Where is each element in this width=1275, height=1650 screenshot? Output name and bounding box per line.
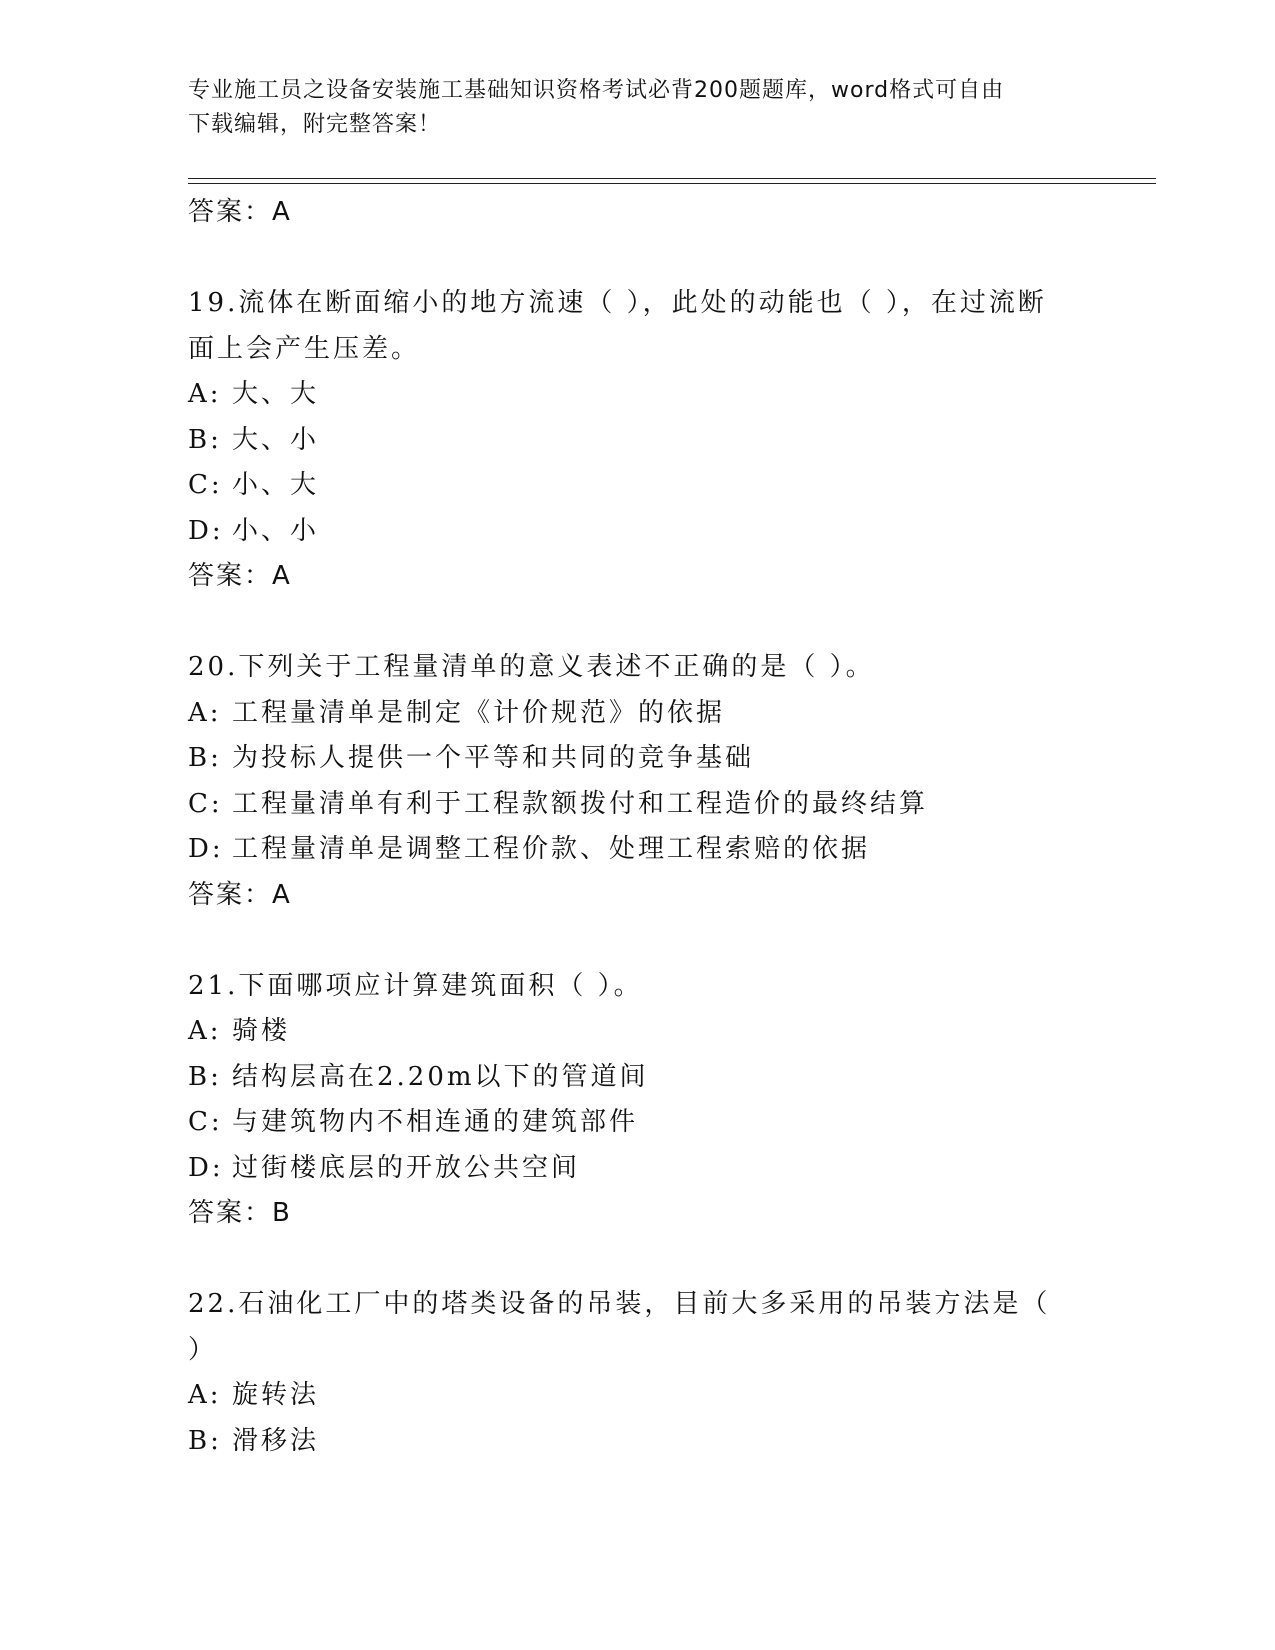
option-key: B: (188, 424, 222, 455)
option-text: 骑楼 (232, 1016, 291, 1046)
option-key: D: (188, 834, 224, 864)
answer: 答案：B (188, 1198, 292, 1228)
answer: 答案：A (188, 561, 292, 591)
question-21 (188, 964, 1088, 1237)
option-c (188, 1100, 1088, 1146)
option-text: 旋转法 (232, 1380, 320, 1410)
option-b (188, 1055, 1088, 1101)
option-key: C: (188, 788, 223, 819)
option-d (188, 1146, 1088, 1192)
option-key: A: (188, 1380, 222, 1410)
header-line-2: 下载编辑，附完整答案！ (188, 112, 442, 137)
spacer (188, 1237, 1088, 1283)
question-22 (188, 1282, 1088, 1464)
option-text: 大、小 (232, 424, 320, 455)
option-text: 大、大 (232, 379, 320, 409)
option-text: 小、小 (232, 515, 320, 546)
option-key: A: (188, 697, 222, 728)
option-c (188, 463, 1088, 509)
question-stem-continued: 面上会产生压差。 (188, 333, 421, 364)
option-text: 小、大 (232, 470, 320, 500)
spacer (188, 600, 1088, 646)
option-key: B: (188, 743, 222, 773)
option-text: 滑移法 (232, 1425, 320, 1456)
answer: 答案：A (188, 879, 292, 910)
option-b (188, 1419, 1088, 1465)
option-key: A: (188, 1016, 222, 1046)
spacer (188, 918, 1088, 964)
option-text: 与建筑物内不相连通的建筑部件 (232, 1107, 639, 1137)
header-divider-top (188, 178, 1156, 179)
option-b (188, 418, 1088, 464)
question-stem: 21.下面哪项应计算建筑面积（ ）。 (188, 970, 643, 1001)
option-text: 工程量清单有利于工程款额拨付和工程造价的最终结算 (232, 788, 929, 819)
option-key: C: (188, 1107, 223, 1137)
option-text: 过街楼底层的开放公共空间 (232, 1152, 581, 1183)
option-text: 结构层高在2.20m以下的管道间 (232, 1061, 649, 1092)
option-a (188, 1373, 1088, 1419)
option-d (188, 509, 1088, 555)
page-header (188, 74, 1068, 142)
question-list (188, 190, 1088, 1464)
header-line-1: 专业施工员之设备安装施工基础知识资格考试必背200题题库，word格式可自由 (188, 78, 1005, 103)
question-19 (188, 281, 1088, 600)
header-divider-bottom (188, 183, 1156, 184)
option-key: B: (188, 1061, 222, 1092)
option-a (188, 1009, 1088, 1055)
spacer (188, 236, 1088, 282)
question-stem-continued: ） (188, 1334, 218, 1365)
question-stem: 20.下列关于工程量清单的意义表述不正确的是（ ）。 (188, 652, 875, 682)
option-c (188, 782, 1088, 828)
option-key: A: (188, 379, 222, 409)
question-20 (188, 645, 1088, 918)
option-text: 工程量清单是制定《计价规范》的依据 (232, 697, 726, 728)
question-stem: 19.流体在断面缩小的地方流速（ ），此处的动能也（ ），在过流断 (188, 288, 1047, 318)
option-key: D: (188, 1152, 224, 1183)
option-key: D: (188, 515, 224, 546)
option-b (188, 736, 1088, 782)
option-key: B: (188, 1425, 222, 1456)
option-d (188, 827, 1088, 873)
question-stem: 22.石油化工厂中的塔类设备的吊装，目前大多采用的吊装方法是（ (188, 1289, 1051, 1319)
option-key: C: (188, 470, 223, 500)
option-text: 工程量清单是调整工程价款、处理工程索赔的依据 (232, 834, 871, 864)
option-text: 为投标人提供一个平等和共同的竞争基础 (232, 743, 755, 773)
option-a (188, 372, 1088, 418)
previous-answer: 答案：A (188, 197, 292, 227)
option-a (188, 691, 1088, 737)
